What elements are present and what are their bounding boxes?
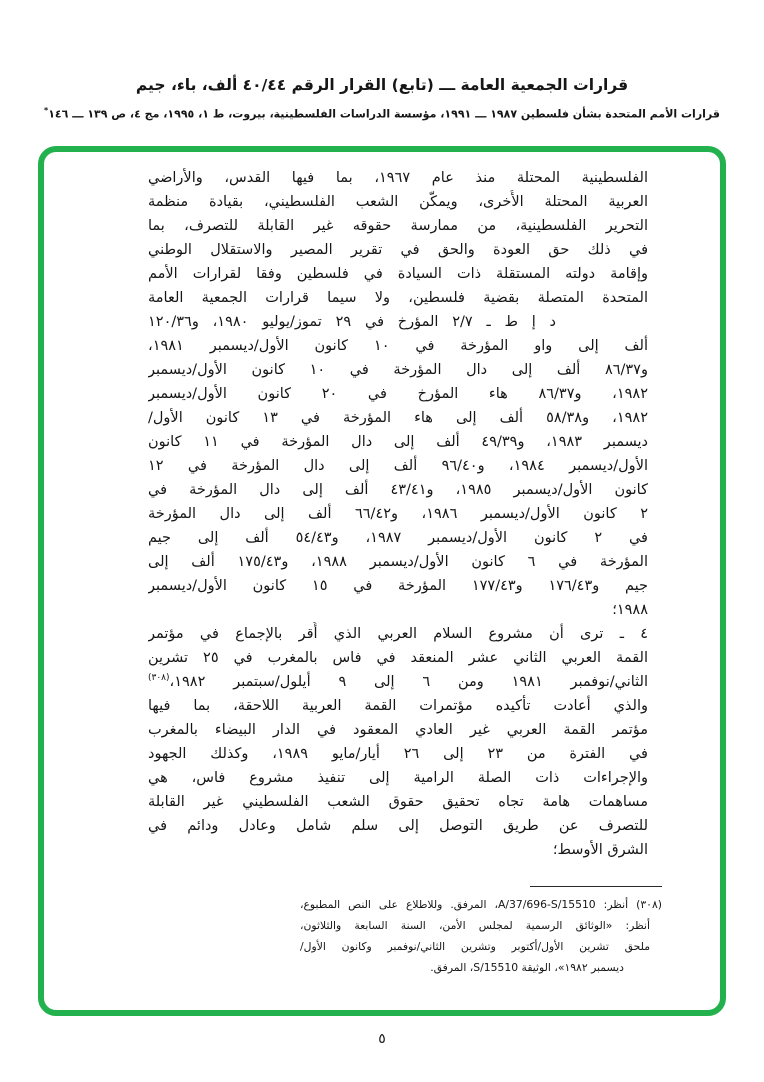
footnote-line: ملحق تشرين الأول/أكتوبر وتشرين الثاني/نوفمبر وكانون الأول/	[300, 940, 650, 953]
footnote-line: أنظر: «الوثائق الرسمية لمجلس الأمن، السنة السابعة والثلاثون،	[300, 919, 650, 932]
body-line-paragraph-4-start: ٤ ـ ترى أن مشروع السلام العربي الذي أُقر بالإجماع في مؤتمر	[148, 626, 648, 642]
source-note-mark: *	[44, 106, 49, 115]
body-line	[148, 670, 648, 694]
body-line: ديسمبر ١٩٨٣، و٤٩/٣٩ ألف إلى دال المؤرخة في ١١ كانون	[148, 434, 648, 450]
body-line: د إ ط ـ ٢/٧ المؤرخ في ٢٩ تموز/يوليو ١٩٨٠، و١٢٠/٣٦	[148, 314, 556, 330]
body-line: في الفترة من ٢٣ إلى ٢٦ أيار/مايو ١٩٨٩، وكذلك الجهود	[148, 746, 648, 762]
body-line: مساهمات هامة تجاه تحقيق حقوق الشعب الفلسطيني غير القابلة	[148, 794, 648, 810]
body-line: جيم و١٧٦/٤٣ و١٧٧/٤٣ المؤرخة في ١٥ كانون الأول/ديسمبر	[148, 578, 648, 594]
body-line: ١٩٨٢، و٨٦/٣٧ هاء المؤرخ في ٢٠ كانون الأول/ديسمبر	[148, 386, 648, 402]
body-line: ١٩٨٢، و٥٨/٣٨ ألف إلى هاء المؤرخة في ١٣ كانون الأول/	[148, 410, 648, 426]
body-line: ألف إلى واو المؤرخة في ١٠ كانون الأول/ديسمبر ١٩٨١،	[148, 338, 648, 354]
body-line: المؤرخة في ٦ كانون الأول/ديسمبر ١٩٨٨، و١٧٥/٤٣ ألف إلى	[148, 554, 648, 570]
body-line: العربية المحتلة الأُخرى، ويمكّن الشعب الفلسطيني، بقيادة منظمة	[148, 194, 648, 210]
body-line: في ذلك حق العودة والحق في تقرير المصير والاستقلال الوطني	[148, 242, 648, 258]
body-line: ١٩٨٨؛	[612, 602, 648, 618]
source-text: قرارات الأمم المتحدة بشأن فلسطين ١٩٨٧ ـــ ١٩٩١، مؤسسة الدراسات الفلسطينية، بيروت، ط ١، ١٩٩٥، مج ٤، ص ١٣٩ ـــ ١٤٦	[48, 107, 720, 121]
footnote-reference-mark: (٣٠٨)	[148, 673, 170, 684]
body-line: الفلسطينية المحتلة منذ عام ١٩٦٧، بما فيها القدس، والأراضي	[148, 170, 648, 186]
body-line: للتصرف عن طريق التوصل إلى سلم شامل وعادل ودائم في	[148, 818, 648, 834]
footnote-line: (٣٠٨) أنظر: A/37/696-S/15510، المرفق. وللاطلاع على النص المطبوع،	[300, 898, 662, 911]
body-line: الشرق الأوسط؛	[552, 842, 648, 858]
page-number: ٥	[378, 1031, 386, 1047]
body-line: وإقامة دولته المستقلة ذات السيادة في فلسطين وفقا لقرارات الأمم	[148, 266, 648, 282]
body-line: في ٢ كانون الأول/ديسمبر ١٩٨٧، و٥٤/٤٣ ألف إلى جيم	[148, 530, 648, 546]
body-line: و٨٦/٣٧ ألف إلى دال المؤرخة في ١٠ كانون الأول/ديسمبر	[148, 362, 648, 378]
body-line: القمة العربي الثاني عشر المنعقد في فاس بالمغرب في ٢٥ تشرين	[148, 650, 648, 666]
footnote-separator-rule	[530, 886, 662, 887]
body-line: مؤتمر القمة العربي غير العادي المعقود في الدار البيضاء بالمغرب	[148, 722, 648, 738]
resolution-text	[148, 166, 648, 862]
footnote-line: ديسمبر ١٩٨٢»، الوثيقة S/15510، المرفق.	[430, 961, 624, 974]
body-line: والإجراءات ذات الصلة الرامية إلى تنفيذ مشروع فاس، هي	[148, 770, 648, 786]
body-line: والذي أعادت تأكيده مؤتمرات القمة العربية اللاحقة، بما فيها	[148, 698, 648, 714]
body-line: كانون الأول/ديسمبر ١٩٨٥، و٤٣/٤١ ألف إلى دال المؤرخة في	[148, 482, 648, 498]
body-line-text: الثاني/نوفمبر ١٩٨١ ومن ٦ إلى ٩ أيلول/سبتمبر ١٩٨٢،	[169, 674, 648, 690]
body-line: التحرير الفلسطينية، من ممارسة حقوقه غير القابلة للتصرف، بما	[148, 218, 648, 234]
page-source-line	[0, 106, 764, 121]
footnote-block	[300, 894, 662, 978]
body-line: ٢ كانون الأول/ديسمبر ١٩٨٦، و٦٦/٤٢ ألف إلى دال المؤرخة	[148, 506, 648, 522]
body-line: المتحدة المتصلة بقضية فلسطين، ولا سيما قرارات الجمعية العامة	[148, 290, 648, 306]
body-line: الأول/ديسمبر ١٩٨٤، و٩٦/٤٠ ألف إلى دال المؤرخة في ١٢	[148, 458, 648, 474]
page-title: قرارات الجمعية العامة ـــ (تابع) القرار الرقم ٤٠/٤٤ ألف، باء، جيم	[135, 76, 629, 94]
